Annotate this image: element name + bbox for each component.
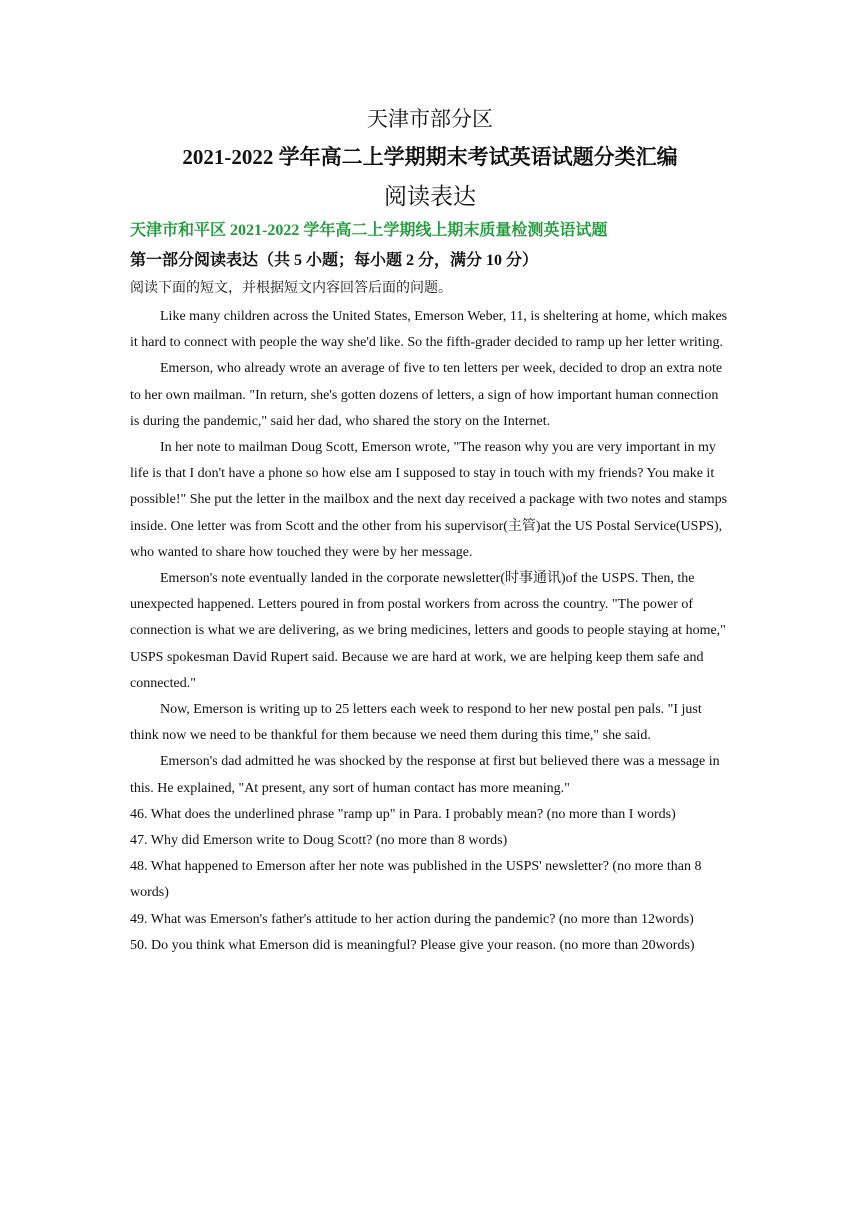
- passage-paragraph: Emerson's note eventually landed in the corporate newsletter(时事通讯)of the USPS. Then, the unexpected happened. Letters poured in from postal workers from across the country. "The power of connection is what we are delivering, as we bring medicines, letters and goods to people staying at home," USPS spokesman David Rupert said. Because we are hard at work, we are helping keep them safe and connected.": [130, 571, 726, 691]
- passage: [130, 304, 730, 802]
- document-page: [130, 104, 730, 959]
- question-list: [130, 802, 730, 959]
- passage-paragraph: Emerson, who already wrote an average of five to ten letters per week, decided to drop an extra note to her own mailman. "In return, she's gotten dozens of letters, a sign of how important human connection is during the pandemic," said her dad, who shared the story on the Internet.: [130, 361, 723, 429]
- question-item: 48. What happened to Emerson after her note was published in the USPS' newsletter? (no more than 8 words): [130, 859, 702, 901]
- instruction: 阅读下面的短文，并根据短文内容回答后面的问题。: [130, 281, 452, 296]
- source-title: 天津市和平区 2021-2022 学年高二上学期线上期末质量检测英语试题: [130, 222, 608, 239]
- question-item: 46. What does the underlined phrase "ramp up" in Para. I probably mean? (no more than I words): [130, 806, 676, 822]
- passage-paragraph: Emerson's dad admitted he was shocked by the response at first but believed there was a message in this. He explained, "At present, any sort of human contact has more meaning.": [130, 754, 720, 796]
- question-item: 47. Why did Emerson write to Doug Scott? (no more than 8 words): [130, 833, 508, 849]
- question-item: 50. Do you think what Emerson did is meaningful? Please give your reason. (no more than 20words): [130, 937, 695, 953]
- region-title: 天津市部分区: [367, 107, 493, 131]
- question-item: 49. What was Emerson's father's attitude to her action during the pandemic? (no more than 12words): [130, 911, 694, 927]
- exam-title: 2021-2022 学年高二上学期期末考试英语试题分类汇编: [182, 145, 678, 169]
- passage-paragraph: In her note to mailman Doug Scott, Emerson wrote, "The reason why you are very important in my life is that I don't have a phone so how else am I supposed to stay in touch with my friends? You make it possible!" She put the letter in the mailbox and the next day received a package with two notes and stamps inside. One letter was from Scott and the other from his supervisor(主管)at the US Postal Service(USPS), who wanted to share how touched they were by her message.: [130, 440, 728, 560]
- part-title: 第一部分阅读表达（共 5 小题；每小题 2 分，满分 10 分）: [130, 252, 539, 269]
- passage-paragraph: Now, Emerson is writing up to 25 letters each week to respond to her new postal pen pals. "I just think now we need to be thankful for them because we need them during this time," she said.: [130, 702, 702, 744]
- category-title: 阅读表达: [384, 184, 476, 209]
- passage-paragraph: Like many children across the United States, Emerson Weber, 11, is sheltering at home, which makes it hard to connect with people the way she'd like. So the fifth-grader decided to ramp up her letter writing.: [130, 309, 728, 351]
